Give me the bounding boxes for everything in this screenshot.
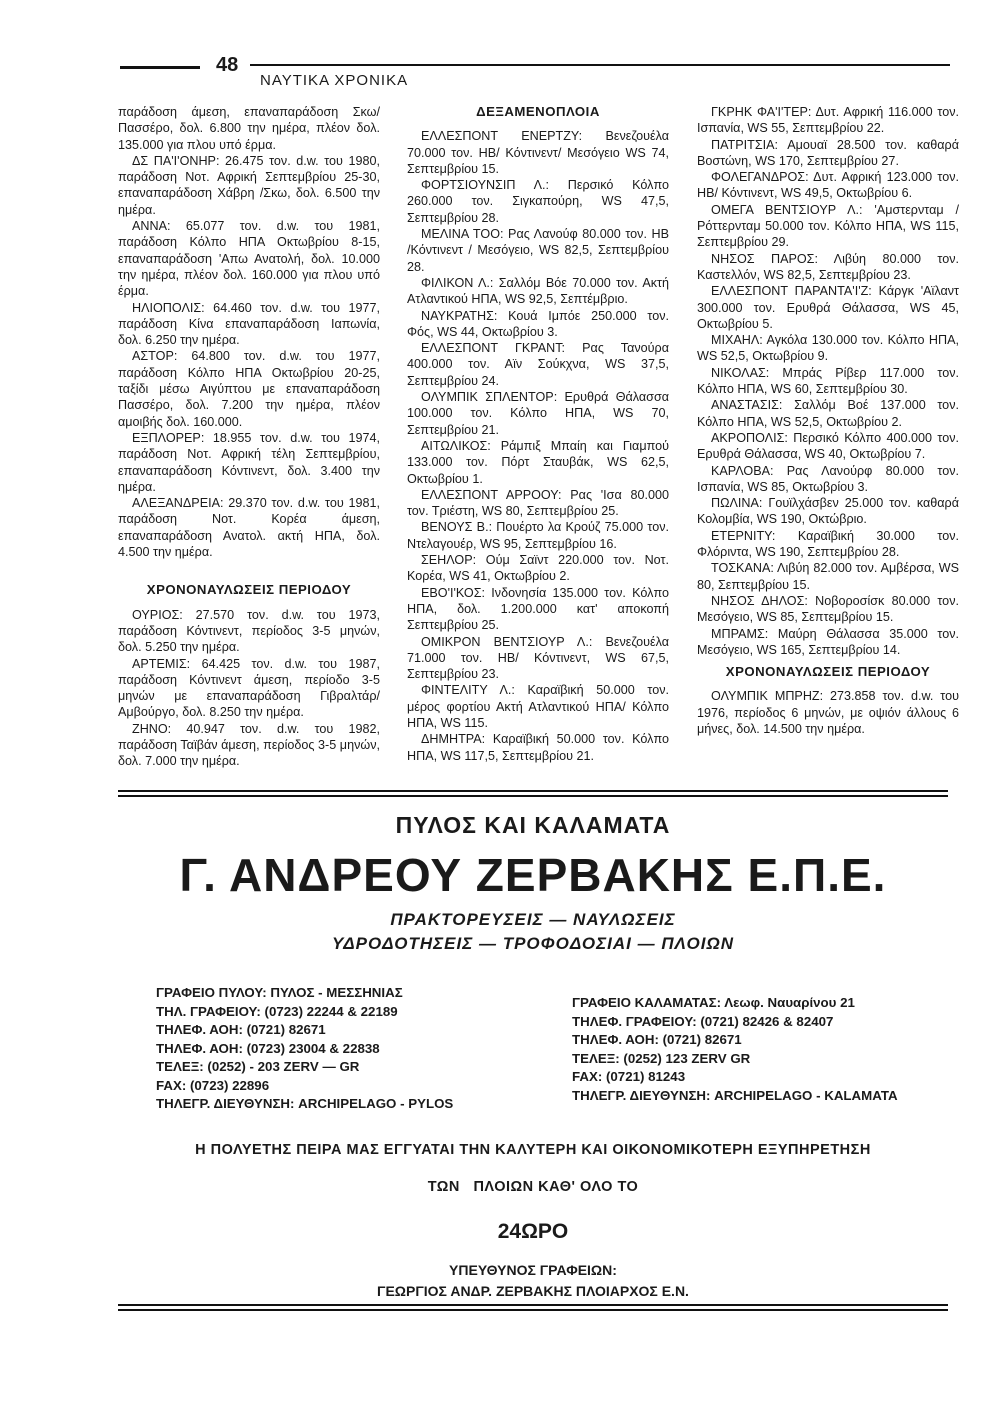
office-line: ΤΗΛΕΦ. ΑΟΗ: (0723) 23004 & 22838 xyxy=(156,1040,380,1056)
office-pylos xyxy=(156,984,453,1114)
paragraph: παράδοση άμεση, επαναπαράδοση Σκω/ Πασσέρο, δολ. 6.800 την ημέρα, πλέον δολ. 135.000 για πλου υπό έρμα. xyxy=(118,105,380,152)
paragraph: ΑΙΤΩΛΙΚΟΣ: Ράμπιξ Μπαίη και Γιαμπού 133.000 τον. Πόρτ Σταυβάκ, WS 62,5, Οκτωβρίου 1. xyxy=(407,438,669,486)
paragraph: ΜΕΛΙΝΑ ΤΟΟ: Ρας Λανούφ 80.000 τον. ΗΒ /Κόντινεντ / Μεσόγειο, WS 82,5, Σεπτεμβρίου 28. xyxy=(407,227,669,274)
office-line: ΤΗΛΕΦ. ΓΡΑΦΕΙΟΥ: (0721) 82426 & 82407 xyxy=(572,1013,834,1029)
office-line: ΓΡΑΦΕΙΟ ΠΥΛΟΥ: ΠΥΛΟΣ - ΜΕΣΣΗΝΙΑΣ xyxy=(156,985,403,1000)
paragraph: ΑΛΕΞΑΝΔΡΕΙΑ: 29.370 τον. d.w. του 1981, παράδοση Νοτ. Κορέα άμεση, επαναπαράδοση Ανατολ. ακτή ΗΠΑ, δολ. 4.500 την ημέρα. xyxy=(118,496,380,560)
paragraph: ΤΟΣΚΑΝΑ: Λιβύη 82.000 τον. Αμβέρσα, WS 80, Σεπτεμβρίου 15. xyxy=(697,561,959,592)
paragraph: ΜΙΧΑΗΛ: Αγκόλα 130.000 τον. Κόλπο ΗΠΑ, WS 52,5, Οκτωβρίου 9. xyxy=(697,333,959,364)
office-line: ΤΕΛΕΞ: (0252) 123 ZERV GR xyxy=(572,1050,751,1066)
office-line: ΤΕΛΕΞ: (0252) - 203 ZERV — GR xyxy=(156,1059,360,1074)
paragraph: ΒΕΝΟΥΣ Β.: Πουέρτο λα Κρούζ 75.000 τον. Ντελαγουέρ, WS 95, Σεπτεμβρίου 16. xyxy=(407,520,669,551)
paragraph: ΦΙΛΙΚΟΝ Λ.: Σαλλόμ Βόε 70.000 τον. Ακτή Ατλαντικού ΗΠΑ, WS 92,5, Σεπτέμβριο. xyxy=(407,275,669,307)
paragraph: ΕΒΟ'Ι'ΚΟΣ: Ινδονησία 135.000 τον. Κόλπο ΗΠΑ, δολ. 1.200.000 κατ' αποκοπή Σεπτεμβρίου 25. xyxy=(407,585,669,633)
paragraph: ΕΛΛΕΣΠΟΝΤ ΑΡΡΟΟΥ: Ρας 'Ισα 80.000 τον. Τριέστη, WS 80, Σεπτεμβρίου 25. xyxy=(407,487,669,519)
column-3 xyxy=(697,104,959,737)
paragraph: ΜΠΡΑΜΣ: Μαύρη Θάλασσα 35.000 τον. Μεσόγειο, WS 165, Σεπτεμβρίου 14. xyxy=(697,626,959,657)
section-heading: ΧΡΟΝΟΝΑΥΛΩΣΕΙΣ ΠΕΡΙΟΔΟΥ xyxy=(725,664,931,680)
paragraph: ΟΛΥΜΠΙΚ ΜΠΡΗΖ: 273.858 τον. d.w. του 1976, περίοδος 6 μηνών, με οψιόν άλλους 6 μήνες, δολ. 14.500 την ημέρα. xyxy=(697,689,959,736)
ad-slogan: ΤΩΝ ΠΛΟΙΩΝ ΚΑΘ' ΟΛΟ ΤΟ xyxy=(427,1179,639,1195)
office-line: ΤΗΛΕΦ. ΑΟΗ: (0721) 82671 xyxy=(156,1022,326,1037)
ad-hours: 24ΩΡΟ xyxy=(497,1220,569,1243)
advertisement xyxy=(118,812,948,1302)
ad-top-rule xyxy=(118,790,948,792)
paragraph: ΔΣ ΠΑ'Ι'ΟΝΗΡ: 26.475 τον. d.w. του 1980, παράδοση Νοτ. Αφρική Σεπτεμβρίου 25-30, επαναπαράδοση Χάβρη /Σκω, δολ. 6.500 την ημέρα. xyxy=(118,153,380,217)
paragraph: ΗΛΙΟΠΟΛΙΣ: 64.460 τον. d.w. του 1977, παράδοση Κίνα επαναπαράδοση Ιαπωνία, δολ. 6.250 την ημέρα. xyxy=(118,300,380,348)
column-1 xyxy=(118,104,380,770)
paragraph: ΓΚΡΗΚ ΦΑ'Ι'ΤΕΡ: Δυτ. Αφρική 116.000 τον. Ισπανία, WS 55, Σεπτεμβρίου 22. xyxy=(697,105,959,136)
office-line: FAX: (0721) 81243 xyxy=(572,1069,686,1084)
paragraph: ΑΚΡΟΠΟΛΙΣ: Περσικό Κόλπο 400.000 τον. Ερυθρά Θάλασσα, WS 40, Οκτωβρίου 7. xyxy=(697,430,959,462)
paragraph: ΟΛΥΜΠΙΚ ΣΠΛΕΝΤΟΡ: Ερυθρά Θάλασσα 100.000 τον. Κόλπο ΗΠΑ, WS 70, Σεπτεμβρίου 21. xyxy=(407,390,669,437)
paragraph: ΝΑΥΚΡΑΤΗΣ: Κουά Ιμπόε 250.000 τον. Φός, WS 44, Οκτωβρίου 3. xyxy=(407,308,669,339)
paragraph: ΕΛΛΕΣΠΟΝΤ ΓΚΡΑΝΤ: Ρας Τανούρα 400.000 τον. Αϊν Σούκχνα, WS 37,5, Σεπτεμβρίου 24. xyxy=(407,341,669,388)
office-line: ΤΗΛΕΦ. ΑΟΗ: (0721) 82671 xyxy=(572,1032,742,1047)
column-2 xyxy=(407,104,669,764)
paragraph: ΑΣΤΟΡ: 64.800 τον. d.w. του 1977, παράδοση Κόλπο ΗΠΑ Οκτωβρίου 20-25, ταξίδι μέσω Αιγύπτου με επαναπαράδοση Πασσέρο, δολ. 7.200 την ημέρα, πλέον αμοιβής δολ. 160.000. xyxy=(118,349,380,429)
paragraph: ΟΜΙΚΡΟΝ ΒΕΝΤΣΙΟΥΡ Λ.: Βενεζουέλα 71.000 τον. ΗΒ/ Κόντινεντ, WS 67,5, Σεπτεμβρίου 23. xyxy=(407,634,669,682)
paragraph: ΚΑΡΛΟΒΑ: Ρας Λανούρφ 80.000 τον. Ισπανία, WS 85, Οκτωβρίου 3. xyxy=(697,463,959,494)
office-kalamata xyxy=(572,994,898,1105)
paragraph: ΕΛΛΕΣΠΟΝΤ ΕΝΕΡΤΖΥ: Βενεζουέλα 70.000 τον. ΗΒ/ Κόντινεντ/ Μεσόγειο WS 74, Σεπτεμβρίου 15. xyxy=(407,129,669,176)
office-line: ΤΗΛ. ΓΡΑΦΕΙΟΥ: (0723) 22244 & 22189 xyxy=(156,1003,398,1019)
paragraph: ΖΗΝΟ: 40.947 τον. d.w. του 1982, παράδοση Ταϊβάν άμεση, περίοδος 3-5 μηνών, δολ. 7.000 την ημέρα. xyxy=(118,721,380,769)
ad-location: ΠΥΛΟΣ ΚΑΙ ΚΑΛΑΜΑΤΑ xyxy=(395,812,671,838)
publication-title: ΝΑΥΤΙΚΑ ΧΡΟΝΙΚΑ xyxy=(260,72,409,89)
paragraph: ΝΗΣΟΣ ΔΗΛΟΣ: Νοβοροσίσκ 80.000 τον. Μεσόγειο, WS 85, Σεπτεμβρίου 15. xyxy=(697,593,959,625)
page-header xyxy=(120,50,950,90)
paragraph: ΝΗΣΟΣ ΠΑΡΟΣ: Λιβύη 80.000 τον. Καστελλόν, WS 82,5, Σεπτεμβρίου 23. xyxy=(697,251,959,282)
paragraph: ΣΕΗΛΟΡ: Ούμ Σαϊντ 220.000 τον. Νοτ. Κορέα, WS 41, Οκτωβρίου 2. xyxy=(407,553,669,584)
ad-top-rule xyxy=(118,795,948,797)
ad-bottom-rule xyxy=(118,1309,948,1311)
page-number: 48 xyxy=(216,54,239,76)
paragraph: ΕΞΠΛΟΡΕΡ: 18.955 τον. d.w. του 1974, παράδοση Νοτ. Αφρική τέλη Σεπτεμβρίου, επαναπαράδοση Κόντινεντ, δολ. 3.400 την ημέρα. xyxy=(118,430,380,494)
paragraph: ΠΑΤΡΙΤΣΙΑ: Αμουαϊ 28.500 τον. καθαρά Βοστώνη, WS 170, Σεπτεμβρίου 27. xyxy=(697,137,959,168)
paragraph: ΑΡΤΕΜΙΣ: 64.425 τον. d.w. του 1987, παράδοση Κόντινεντ άμεση, περίοδο 3-5 μηνών με επαναπαράδοση Γιβραλτάρ/ Αμβούργο, δολ. 8.250 την ημέρα. xyxy=(118,656,380,720)
paragraph: ΦΟΛΕΓΑΝΔΡΟΣ: Δυτ. Αφρική 123.000 τον. ΗΒ/ Κόντινεντ, WS 49,5, Οκτωβρίου 6. xyxy=(697,170,959,201)
office-line: ΤΗΛΕΓΡ. ΔΙΕΥΘΥΝΣΗ: ARCHIPELAGO - KALAMATA xyxy=(572,1087,898,1103)
ad-services-line: ΥΔΡΟΔΟΤΗΣΕΙΣ — ΤΡΟΦΟΔΟΣΙΑΙ — ΠΛΟΙΩΝ xyxy=(331,934,735,953)
ad-services-line: ΠΡΑΚΤΟΡΕΥΣΕΙΣ — ΝΑΥΛΩΣΕΙΣ xyxy=(390,910,676,929)
paragraph: ΑΝΑΣΤΑΣΙΣ: Σαλλόμ Βοέ 137.000 τον. Κόλπο ΗΠΑ, WS 52,5, Οκτωβρίου 2. xyxy=(697,398,959,429)
paragraph: ΝΙΚΟΛΑΣ: Μπράς Ρίβερ 117.000 τον. Κόλπο ΗΠΑ, WS 60, Σεπτεμβρίου 30. xyxy=(697,365,959,397)
paragraph: ΟΜΕΓΑ ΒΕΝΤΣΙΟΥΡ Λ.: 'Αμστερνταμ / Ρόττερνταμ 50.000 τον. Κόλπο ΗΠΑ, WS 115, Σεπτεμβρίου 29. xyxy=(697,202,959,250)
office-line: ΓΡΑΦΕΙΟ ΚΑΛΑΜΑΤΑΣ: Λεωφ. Ναυαρίνου 21 xyxy=(572,995,855,1010)
ad-company-name: Γ. ΑΝΔΡΕΟΥ ΖΕΡΒΑΚΗΣ Ε.Π.Ε. xyxy=(179,849,887,901)
paragraph: ΦΙΝΤΕΛΙΤΥ Λ.: Καραϊβική 50.000 τον. μέρος φορτίου Ακτή Ατλαντικού ΗΠΑ/ Κόλπο ΗΠΑ, WS 115. xyxy=(407,683,669,730)
ad-manager-label: ΥΠΕΥΘΥΝΟΣ ΓΡΑΦΕΙΩΝ: xyxy=(449,1262,617,1278)
office-line: FAX: (0723) 22896 xyxy=(156,1077,270,1093)
section-heading: ΧΡΟΝΟΝΑΥΛΩΣΕΙΣ ΠΕΡΙΟΔΟΥ xyxy=(146,582,352,598)
section-heading: ΔΕΞΑΜΕΝΟΠΛΟΙΑ xyxy=(476,104,600,119)
paragraph: ΕΛΛΕΣΠΟΝΤ ΠΑΡΑΝΤΑ'Ι'Ζ: Κάργκ 'Αϊλαντ 300.000 τον. Ερυθρά Θάλασσα, WS 45, Οκτωβρίου 5. xyxy=(697,284,959,331)
header-rule-right xyxy=(250,64,950,66)
office-line: ΤΗΛΕΓΡ. ΔΙΕΥΘΥΝΣΗ: ARCHIPELAGO - PYLOS xyxy=(156,1096,454,1111)
paragraph: ΦΟΡΤΣΙΟΥΝΣΙΠ Λ.: Περσικό Κόλπο 260.000 τον. Σιγκαπούρη, WS 47,5, Σεπτεμβρίου 28. xyxy=(407,178,669,225)
paragraph: ΟΥΡΙΟΣ: 27.570 τον. d.w. του 1973, παράδοση Κόντινεντ, περίοδος 3-5 μηνών, δολ. 5.250 την ημέρα. xyxy=(118,607,380,655)
paragraph: ΑΝΝΑ: 65.077 τον. d.w. του 1981, παράδοση Κόλπο ΗΠΑ Οκτωβρίου 8-15, επαναπαράδοση 'Απω Ανατολή, δολ. 10.000 την ημέρα, πλέον δολ. 160.000 για πλου υπό έρμα. xyxy=(118,219,380,299)
header-rule-left xyxy=(120,66,200,69)
ad-bottom-rule xyxy=(118,1304,948,1306)
ad-manager-name: ΓΕΩΡΓΙΟΣ ΑΝΔΡ. ΖΕΡΒΑΚΗΣ ΠΛΟΙΑΡΧΟΣ Ε.Ν. xyxy=(377,1283,689,1299)
paragraph: ΔΗΜΗΤΡΑ: Καραϊβική 50.000 τον. Κόλπο ΗΠΑ, WS 117,5, Σεπτεμβρίου 21. xyxy=(407,732,669,763)
ad-slogan: Η ΠΟΛΥΕΤΗΣ ΠΕΙΡΑ ΜΑΣ ΕΓΓΥΑΤΑΙ ΤΗΝ ΚΑΛΥΤΕΡΗ ΚΑΙ ΟΙΚΟΝΟΜΙΚΟΤΕΡΗ ΕΞΥΠΗΡΕΤΗΣΗ xyxy=(195,1142,871,1158)
paragraph: ΠΩΛΙΝΑ: Γουϊλχάσβεν 25.000 τον. καθαρά Κολομβία, WS 190, Οκτώβριο. xyxy=(697,496,959,527)
paragraph: ΕΤΕΡΝΙΤΥ: Καραϊβική 30.000 τον. Φλόριντα, WS 190, Σεπτεμβρίου 28. xyxy=(697,528,959,560)
